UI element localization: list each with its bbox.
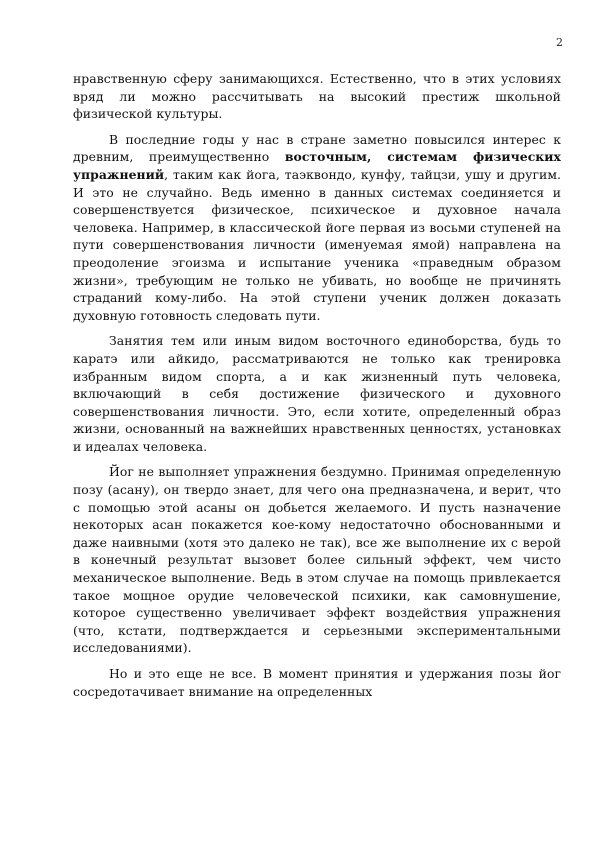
paragraph-2-text-start: В последние годы у нас в стране заметно повысился интерес к древним, преимущественно bbox=[73, 131, 561, 165]
page-body bbox=[73, 70, 561, 708]
paragraph-2-text-end: , таким как йога, таэквондо, кунфу, тайцзи, ушу и другим. И это не случайно. Ведь именно в данных системах соединяется и совершенствуется физическое, психическое и духовное начала человека. Например, в классической йоге первая из восьми ступеней на пути совершенствования личности (именуемая ямой) направлена на преодоление эгоизма и испытание ученика «праведным образом жизни», требующим не только не убивать, но вообще не причинять страданий кому-либо. На этой ступени ученик должен доказать духовную готовность следовать пути. bbox=[73, 166, 561, 323]
paragraph-5: Но и это еще не все. В момент принятия и удержания позы йог сосредотачивает внимание на определенных bbox=[73, 666, 561, 699]
paragraph-2-bold-term: восточным, системам физических упражнений bbox=[73, 149, 561, 182]
paragraph-3: Занятия тем или иным видом восточного единоборства, будь то каратэ или айкидо, рассматриваются не только как тренировка избранным видом спорта, а и как жизненный путь человека, включающий в себя достижение физического и духовного совершенствования личности. Это, если хотите, определенный образ жизни, основанный на важнейших нравственных ценностях, установках и идеалах человека. bbox=[73, 333, 561, 454]
paragraph-4: Йог не выполняет упражнения бездумно. Принимая определенную позу (асану), он твердо знает, для чего она предназначена, и верит, что с помощью этой асаны он добьется желаемого. И пусть назначение некоторых асан покажется кое-кому недостаточно обоснованными и даже наивными (хотя это далеко не так), все же выполнение их с верой в конечный результат вызовет более сильный эффект, чем чисто механическое выполнение. Ведь в этом случае на помощь привлекается такое мощное орудие человеческой психики, как самовнушение, которое существенно увеличивает эффект воздействия упражнения (что, кстати, подтверждается и серьезными экспериментальными исследованиями). bbox=[73, 464, 561, 656]
paragraph-1: нравственную сферу занимающихся. Естественно, что в этих условиях вряд ли можно рассчитывать на высокий престиж школьной физической культуры. bbox=[73, 71, 561, 122]
page-number: 2 bbox=[556, 36, 563, 49]
paragraph-2 bbox=[73, 131, 561, 325]
